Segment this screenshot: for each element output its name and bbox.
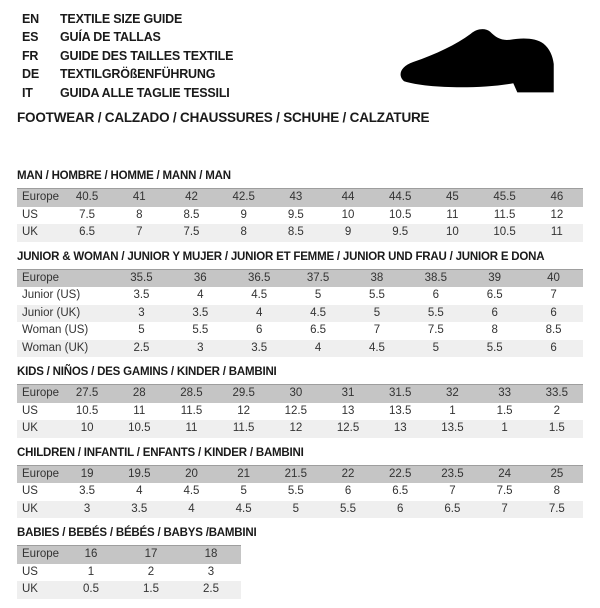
size-cell: 11.5 xyxy=(180,404,203,417)
table-title: JUNIOR & WOMAN / JUNIOR Y MUJER / JUNIOR ET FEMME / JUNIOR UND FRAU / JUNIOR E DONA xyxy=(17,250,545,263)
size-cell: 19.5 xyxy=(128,467,151,480)
size-cell: 41 xyxy=(132,191,146,203)
size-cell: 1.5 xyxy=(143,583,159,595)
language-row xyxy=(22,47,233,65)
size-cell: 1.5 xyxy=(548,422,565,434)
size-cell: 10.5 xyxy=(75,404,99,417)
language-code: FR xyxy=(22,48,39,63)
size-cell: 1 xyxy=(501,422,508,434)
size-cell: 36 xyxy=(193,271,207,284)
size-cell: 28 xyxy=(132,387,146,399)
size-cell: 28.5 xyxy=(180,387,203,399)
size-cell: 6.5 xyxy=(310,324,327,336)
size-cell: 2 xyxy=(147,565,155,578)
size-cell: 7.5 xyxy=(548,502,565,515)
language-label: GUIDA ALLE TAGLIE TESSILI xyxy=(60,85,230,100)
size-table xyxy=(17,384,583,438)
size-cell: 5.5 xyxy=(340,502,357,515)
size-cell: 8 xyxy=(491,324,498,336)
size-cell: 13 xyxy=(341,404,355,417)
table-title: MAN / HOMBRE / HOMME / MANN / MAN xyxy=(17,170,231,182)
size-cell: 44.5 xyxy=(389,191,412,203)
size-cell: 13.5 xyxy=(389,404,412,417)
table-row xyxy=(17,207,583,225)
language-code: IT xyxy=(22,85,33,100)
size-cell: 6.5 xyxy=(392,485,409,497)
size-cell: 38 xyxy=(370,271,384,284)
row-label: US xyxy=(22,565,38,578)
language-label: GUIDE DES TAILLES TEXTILE xyxy=(60,48,234,63)
size-cell: 4 xyxy=(136,485,143,497)
size-cell: 42 xyxy=(185,191,198,203)
size-cell: 5 xyxy=(138,324,145,336)
size-table xyxy=(17,465,583,519)
size-cell: 10 xyxy=(80,422,94,434)
size-cell: 6.5 xyxy=(486,289,503,301)
size-cell: 6 xyxy=(550,306,557,319)
size-cell: 7.5 xyxy=(79,208,96,221)
size-cell: 31 xyxy=(341,387,355,399)
size-cell: 39 xyxy=(488,271,502,284)
size-cell: 12 xyxy=(237,404,251,417)
language-row xyxy=(22,28,233,46)
size-cell: 8.5 xyxy=(545,324,562,336)
size-cell: 3 xyxy=(138,306,145,319)
table-row xyxy=(17,340,583,358)
table-row xyxy=(17,269,583,287)
row-label: UK xyxy=(22,502,38,515)
size-cell: 8 xyxy=(136,208,143,221)
row-label: Europe xyxy=(22,191,60,203)
size-cell: 5 xyxy=(292,502,300,515)
size-cell: 11.5 xyxy=(493,208,516,221)
size-cell: 11 xyxy=(185,422,198,434)
table-row xyxy=(17,581,241,599)
table-title: CHILDREN / INFANTIL / ENFANTS / KINDER / BAMBINI xyxy=(17,446,304,459)
row-label: US xyxy=(22,404,38,417)
row-label: Junior (US) xyxy=(22,289,81,301)
size-cell: 7.5 xyxy=(496,485,513,497)
size-cell: 8 xyxy=(553,485,561,497)
size-cell: 9.5 xyxy=(392,226,409,238)
size-cell: 7 xyxy=(373,324,381,336)
size-cell: 43 xyxy=(289,191,303,203)
row-label: Europe xyxy=(22,467,60,480)
size-cell: 4.5 xyxy=(251,289,268,301)
table-row xyxy=(17,564,241,582)
size-table-kids xyxy=(17,366,583,438)
size-cell: 33 xyxy=(498,387,511,399)
size-cell: 6 xyxy=(344,485,352,497)
size-cell: 40 xyxy=(547,271,560,284)
table-row xyxy=(17,287,583,305)
size-cell: 33.5 xyxy=(545,387,569,399)
size-cell: 10 xyxy=(341,208,355,221)
size-cell: 9 xyxy=(344,226,352,238)
size-cell: 4.5 xyxy=(368,341,385,354)
language-row xyxy=(22,84,233,102)
size-cell: 3 xyxy=(207,565,215,578)
size-cell: 12 xyxy=(550,208,564,221)
language-label: TEXTILE SIZE GUIDE xyxy=(60,12,183,26)
category-heading: FOOTWEAR / CALZADO / CHAUSSURES / SCHUHE / CALZATURE xyxy=(17,110,430,125)
size-cell: 3 xyxy=(197,341,204,354)
size-cell: 45.5 xyxy=(493,191,516,203)
size-cell: 1.5 xyxy=(496,404,513,417)
size-cell: 5.5 xyxy=(368,289,385,301)
size-table xyxy=(17,188,583,242)
size-cell: 6.5 xyxy=(79,226,96,238)
size-cell: 5.5 xyxy=(287,485,304,497)
size-cell: 38.5 xyxy=(424,271,447,284)
size-cell: 21.5 xyxy=(284,467,308,480)
size-cell: 7 xyxy=(550,289,557,301)
size-cell: 7.5 xyxy=(427,324,444,336)
size-cell: 19 xyxy=(80,467,94,480)
size-cell: 5 xyxy=(314,289,322,301)
size-cell: 6 xyxy=(550,341,557,354)
size-cell: 13.5 xyxy=(441,422,464,434)
size-cell: 3.5 xyxy=(133,289,150,301)
table-row xyxy=(17,501,583,519)
table-row xyxy=(17,385,583,403)
size-cell: 45 xyxy=(446,191,459,203)
size-table xyxy=(17,269,583,358)
size-tables xyxy=(17,170,583,608)
table-title: KIDS / NIÑOS / DES GAMINS / KINDER / BAMBINI xyxy=(17,366,277,378)
size-cell: 30 xyxy=(289,387,303,399)
size-cell: 29.5 xyxy=(232,387,255,399)
row-label: Europe xyxy=(22,548,60,560)
size-cell: 2.5 xyxy=(133,341,150,354)
size-cell: 31.5 xyxy=(389,387,412,399)
size-cell: 3.5 xyxy=(131,502,148,515)
size-cell: 6 xyxy=(255,324,263,336)
size-cell: 18 xyxy=(204,548,218,560)
size-table-children xyxy=(17,447,583,519)
size-cell: 10.5 xyxy=(389,208,412,221)
size-cell: 4.5 xyxy=(235,502,252,515)
size-cell: 22 xyxy=(341,467,355,480)
size-cell: 4 xyxy=(188,502,195,515)
size-cell: 5.5 xyxy=(486,341,503,354)
language-row xyxy=(22,65,233,83)
size-cell: 7 xyxy=(449,485,456,497)
size-table-man xyxy=(17,170,583,242)
row-label: UK xyxy=(22,422,38,434)
table-row xyxy=(17,465,583,483)
size-cell: 3 xyxy=(83,502,91,515)
size-cell: 24 xyxy=(498,467,511,480)
table-row xyxy=(17,420,583,438)
row-label: UK xyxy=(22,226,38,238)
size-cell: 5 xyxy=(432,341,440,354)
size-cell: 10 xyxy=(446,226,459,238)
language-code: ES xyxy=(22,30,39,45)
size-cell: 5.5 xyxy=(192,324,209,336)
size-cell: 12 xyxy=(289,422,303,434)
size-cell: 35.5 xyxy=(130,271,153,284)
size-cell: 8.5 xyxy=(183,208,200,221)
row-label: Europe xyxy=(22,271,60,284)
row-label: Woman (US) xyxy=(22,324,89,336)
size-cell: 8.5 xyxy=(287,226,304,238)
size-cell: 32 xyxy=(446,387,459,399)
size-cell: 7.5 xyxy=(183,226,200,238)
table-row xyxy=(17,403,583,421)
row-label: US xyxy=(22,208,38,221)
row-label: Junior (UK) xyxy=(22,306,81,319)
table-row xyxy=(17,546,241,564)
size-cell: 22.5 xyxy=(389,467,412,480)
table-row xyxy=(17,189,583,207)
size-cell: 44 xyxy=(341,191,355,203)
size-cell: 1 xyxy=(87,565,95,578)
size-cell: 6 xyxy=(432,289,440,301)
size-cell: 20 xyxy=(185,467,198,480)
size-cell: 2 xyxy=(553,404,561,417)
size-cell: 0.5 xyxy=(83,583,99,595)
size-cell: 21 xyxy=(237,467,251,480)
size-cell: 1 xyxy=(449,404,456,417)
size-cell: 7 xyxy=(501,502,508,515)
language-row xyxy=(22,10,233,28)
size-cell: 4 xyxy=(255,306,263,319)
size-cell: 2.5 xyxy=(203,583,219,595)
table-row xyxy=(17,224,583,242)
size-cell: 10.5 xyxy=(493,226,516,238)
language-list xyxy=(22,10,233,102)
size-cell: 42.5 xyxy=(232,191,255,203)
table-title: BABIES / BEBÉS / BÉBÉS / BABYS /BAMBINI xyxy=(17,527,257,539)
size-cell: 40.5 xyxy=(75,191,99,203)
language-label: TEXTILGRÖßENFÜHRUNG xyxy=(60,67,216,82)
size-cell: 11 xyxy=(550,226,563,238)
size-cell: 11 xyxy=(446,208,459,221)
size-cell: 11.5 xyxy=(232,422,255,434)
size-cell: 5 xyxy=(240,485,247,497)
size-cell: 5 xyxy=(373,306,381,319)
size-cell: 46 xyxy=(550,191,564,203)
size-cell: 23.5 xyxy=(441,467,464,480)
size-cell: 4 xyxy=(314,341,322,354)
size-cell: 3.5 xyxy=(251,341,268,354)
table-row xyxy=(17,483,583,501)
size-cell: 3.5 xyxy=(79,485,96,497)
size-cell: 8 xyxy=(240,226,247,238)
size-cell: 37.5 xyxy=(306,271,330,284)
size-cell: 36.5 xyxy=(247,271,271,284)
size-table-babies xyxy=(17,527,583,599)
language-code: DE xyxy=(22,67,39,82)
row-label: Europe xyxy=(22,387,60,399)
size-cell: 16 xyxy=(84,548,98,560)
size-cell: 6 xyxy=(491,306,498,319)
size-cell: 25 xyxy=(550,467,564,480)
size-cell: 12.5 xyxy=(284,404,308,417)
size-table-junior-woman xyxy=(17,251,583,358)
size-cell: 11 xyxy=(133,404,146,417)
language-label: GUÍA DE TALLAS xyxy=(60,30,161,45)
row-label: Woman (UK) xyxy=(22,341,89,354)
size-cell: 4.5 xyxy=(310,306,327,319)
row-label: UK xyxy=(22,583,38,595)
size-cell: 9.5 xyxy=(287,208,304,221)
size-cell: 4.5 xyxy=(183,485,200,497)
size-table xyxy=(17,545,241,599)
size-cell: 27.5 xyxy=(75,387,99,399)
size-cell: 9 xyxy=(240,208,247,221)
size-cell: 6.5 xyxy=(444,502,461,515)
dress-shoe-icon xyxy=(396,24,578,100)
table-row xyxy=(17,305,583,323)
size-cell: 5.5 xyxy=(427,306,444,319)
size-cell: 13 xyxy=(393,422,407,434)
size-cell: 12.5 xyxy=(336,422,360,434)
table-row xyxy=(17,322,583,340)
size-cell: 6 xyxy=(397,502,404,515)
size-cell: 10.5 xyxy=(128,422,151,434)
size-cell: 4 xyxy=(197,289,204,301)
size-cell: 17 xyxy=(144,548,158,560)
size-cell: 7 xyxy=(136,226,143,238)
size-cell: 3.5 xyxy=(192,306,209,319)
language-code: EN xyxy=(22,12,39,26)
row-label: US xyxy=(22,485,38,497)
